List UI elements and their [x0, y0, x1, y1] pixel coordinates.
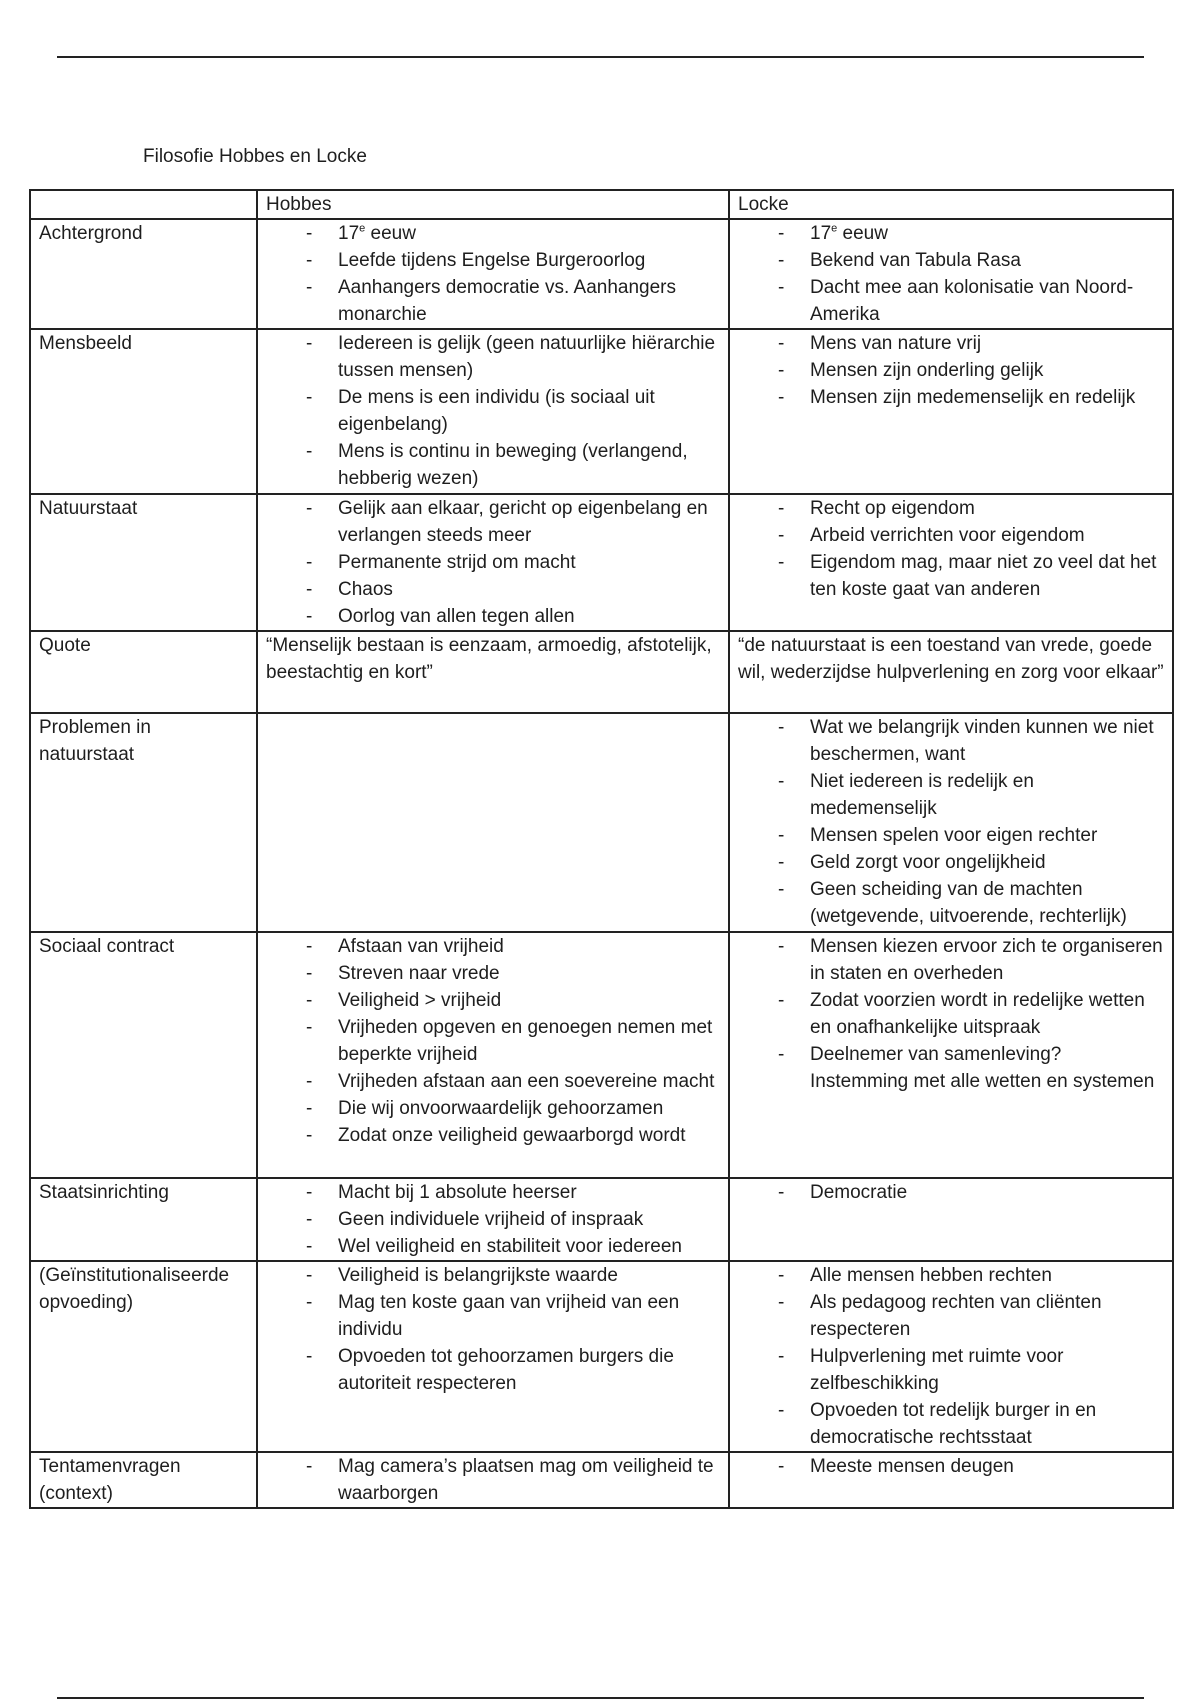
locke-cell — [729, 219, 1173, 329]
hobbes-list — [266, 933, 720, 1149]
locke-cell — [729, 329, 1173, 494]
row-label: Mensbeeld — [30, 329, 257, 494]
locke-cell — [729, 631, 1173, 713]
list-item: - 17e eeuw — [738, 220, 1164, 247]
locke-list — [738, 495, 1164, 603]
list-item: - Chaos — [266, 576, 720, 603]
row-label: Quote — [30, 631, 257, 713]
table-row — [30, 329, 1173, 494]
list-item: - Als pedagoog rechten van cliënten respecteren — [738, 1289, 1164, 1343]
row-label: Tentamenvragen (context) — [30, 1452, 257, 1508]
list-item: - Mag ten koste gaan van vrijheid van een individu — [266, 1289, 720, 1343]
list-item: - Macht bij 1 absolute heerser — [266, 1179, 720, 1206]
row-label: Problemen in natuurstaat — [30, 713, 257, 932]
table-row — [30, 494, 1173, 631]
list-item: - Deelnemer van samenleving? Instemming met alle wetten en systemen — [738, 1041, 1164, 1095]
document-title: Filosofie Hobbes en Locke — [143, 146, 367, 167]
hobbes-cell — [257, 631, 729, 713]
hobbes-list — [266, 330, 720, 492]
row-label: Achtergrond — [30, 219, 257, 329]
list-item: - Vrijheden opgeven en genoegen nemen met beperkte vrijheid — [266, 1014, 720, 1068]
table-row — [30, 1452, 1173, 1508]
list-item: - Mensen spelen voor eigen rechter — [738, 822, 1164, 849]
hobbes-list — [266, 1179, 720, 1260]
list-item: - Oorlog van allen tegen allen — [266, 603, 720, 630]
locke-quote: “de natuurstaat is een toestand van vrede, goede wil, wederzijdse hulpverlening en zorg voor elkaar” — [738, 635, 1164, 683]
hobbes-cell — [257, 494, 729, 631]
list-item: - 17e eeuw — [266, 220, 720, 247]
footer-rule — [57, 1697, 1144, 1699]
row-label: (Geïnstitutionaliseerde opvoeding) — [30, 1261, 257, 1452]
list-item: - Veiligheid > vrijheid — [266, 987, 720, 1014]
locke-list — [738, 1262, 1164, 1451]
list-item: - De mens is een individu (is sociaal uit eigenbelang) — [266, 384, 720, 438]
list-item: - Mens is continu in beweging (verlangend, hebberig wezen) — [266, 438, 720, 492]
comparison-table — [29, 189, 1174, 1509]
list-item: - Mag camera’s plaatsen mag om veiligheid te waarborgen — [266, 1453, 720, 1507]
locke-cell — [729, 713, 1173, 932]
list-item: - Democratie — [738, 1179, 1164, 1206]
row-label: Staatsinrichting — [30, 1178, 257, 1261]
locke-cell — [729, 932, 1173, 1178]
hobbes-list — [266, 1262, 720, 1397]
locke-list — [738, 933, 1164, 1095]
locke-cell — [729, 494, 1173, 631]
list-item: - Leefde tijdens Engelse Burgeroorlog — [266, 247, 720, 274]
hobbes-cell — [257, 219, 729, 329]
list-item: - Hulpverlening met ruimte voor zelfbeschikking — [738, 1343, 1164, 1397]
hobbes-cell — [257, 1452, 729, 1508]
list-item: - Iedereen is gelijk (geen natuurlijke hiërarchie tussen mensen) — [266, 330, 720, 384]
table-row — [30, 631, 1173, 713]
table-row — [30, 932, 1173, 1178]
locke-cell — [729, 1452, 1173, 1508]
list-item: - Dacht mee aan kolonisatie van Noord-Amerika — [738, 274, 1164, 328]
table-row — [30, 219, 1173, 329]
list-item: - Alle mensen hebben rechten — [738, 1262, 1164, 1289]
list-item: - Zodat voorzien wordt in redelijke wetten en onafhankelijke uitspraak — [738, 987, 1164, 1041]
list-item: - Mensen kiezen ervoor zich te organiseren in staten en overheden — [738, 933, 1164, 987]
hobbes-list — [266, 495, 720, 630]
header-cell-locke: Locke — [729, 190, 1173, 219]
table-row — [30, 1261, 1173, 1452]
list-item: - Meeste mensen deugen — [738, 1453, 1164, 1480]
hobbes-cell — [257, 329, 729, 494]
header-cell-empty — [30, 190, 257, 219]
hobbes-list — [266, 1453, 720, 1507]
hobbes-cell — [257, 1178, 729, 1261]
list-item: - Bekend van Tabula Rasa — [738, 247, 1164, 274]
hobbes-cell — [257, 932, 729, 1178]
hobbes-quote: “Menselijk bestaan is eenzaam, armoedig, afstotelijk, beestachtig en kort” — [266, 635, 712, 683]
list-item: - Opvoeden tot redelijk burger in en democratische rechtsstaat — [738, 1397, 1164, 1451]
header-cell-hobbes: Hobbes — [257, 190, 729, 219]
hobbes-cell — [257, 713, 729, 932]
list-item: - Niet iedereen is redelijk en medemenselijk — [738, 768, 1164, 822]
list-item: - Mensen zijn medemenselijk en redelijk — [738, 384, 1164, 411]
list-item: - Opvoeden tot gehoorzamen burgers die autoriteit respecteren — [266, 1343, 720, 1397]
list-item: - Mens van nature vrij — [738, 330, 1164, 357]
hobbes-list — [266, 220, 720, 328]
list-item: - Mensen zijn onderling gelijk — [738, 357, 1164, 384]
list-item: - Afstaan van vrijheid — [266, 933, 720, 960]
list-item: - Veiligheid is belangrijkste waarde — [266, 1262, 720, 1289]
list-item: - Wat we belangrijk vinden kunnen we niet beschermen, want — [738, 714, 1164, 768]
list-item: - Streven naar vrede — [266, 960, 720, 987]
list-item: - Zodat onze veiligheid gewaarborgd wordt — [266, 1122, 720, 1149]
row-label: Sociaal contract — [30, 932, 257, 1178]
list-item: - Gelijk aan elkaar, gericht op eigenbelang en verlangen steeds meer — [266, 495, 720, 549]
list-item: - Eigendom mag, maar niet zo veel dat het ten koste gaat van anderen — [738, 549, 1164, 603]
list-item: - Vrijheden afstaan aan een soevereine macht — [266, 1068, 720, 1095]
list-item: - Geen scheiding van de machten (wetgevende, uitvoerende, rechterlijk) — [738, 876, 1164, 930]
list-item: - Die wij onvoorwaardelijk gehoorzamen — [266, 1095, 720, 1122]
list-item: - Permanente strijd om macht — [266, 549, 720, 576]
list-item: - Recht op eigendom — [738, 495, 1164, 522]
locke-list — [738, 330, 1164, 411]
table-row — [30, 713, 1173, 932]
hobbes-cell — [257, 1261, 729, 1452]
row-label: Natuurstaat — [30, 494, 257, 631]
locke-list — [738, 1453, 1164, 1480]
locke-cell — [729, 1178, 1173, 1261]
table-row — [30, 1178, 1173, 1261]
locke-list — [738, 1179, 1164, 1206]
list-item: - Wel veiligheid en stabiliteit voor iedereen — [266, 1233, 720, 1260]
list-item: - Geen individuele vrijheid of inspraak — [266, 1206, 720, 1233]
locke-cell — [729, 1261, 1173, 1452]
locke-list — [738, 714, 1164, 930]
list-item: - Geld zorgt voor ongelijkheid — [738, 849, 1164, 876]
list-item: - Aanhangers democratie vs. Aanhangers monarchie — [266, 274, 720, 328]
list-item: - Arbeid verrichten voor eigendom — [738, 522, 1164, 549]
locke-list — [738, 220, 1164, 328]
header-rule — [57, 56, 1144, 58]
table-header-row — [30, 190, 1173, 219]
